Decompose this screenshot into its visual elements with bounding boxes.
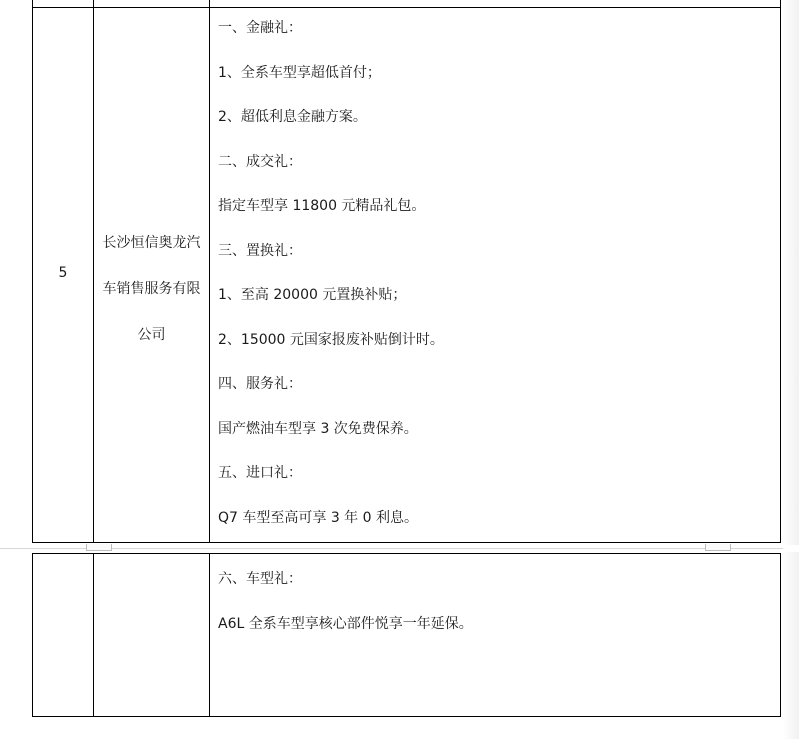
promo-line: A6L 全系车型享核心部件悦享一年延保。 xyxy=(218,616,473,632)
page-edge xyxy=(783,0,799,739)
promo-line: 指定车型享 11800 元精品礼包。 xyxy=(218,198,426,214)
promo-heading: 三、置换礼： xyxy=(218,242,302,259)
promotion-table-part2 xyxy=(32,553,781,717)
column-resize-handle[interactable] xyxy=(705,544,731,551)
promo-line: 2、超低利息金融方案。 xyxy=(218,109,367,125)
page-break-line xyxy=(0,548,783,549)
promo-line: 国产燃油车型享 3 次免费保养。 xyxy=(218,420,418,437)
promo-heading: 二、成交礼： xyxy=(218,153,302,170)
row-number-cell: 5 xyxy=(58,265,68,281)
column-divider-2 xyxy=(209,554,210,716)
dealer-name-line: 车销售服务有限 xyxy=(102,281,201,297)
promo-heading: 一、金融礼： xyxy=(218,20,302,36)
promotion-content-cell xyxy=(218,18,770,552)
promo-heading: 五、进口礼： xyxy=(218,465,302,481)
promo-heading: 六、车型礼： xyxy=(218,571,302,587)
column-divider-1 xyxy=(93,554,94,716)
dealer-name-line: 公司 xyxy=(137,327,166,343)
promo-line: Q7 车型至高可享 3 年 0 利息。 xyxy=(218,509,418,526)
dealer-name-cell xyxy=(94,220,209,358)
promotion-content-cell xyxy=(218,569,770,659)
promo-line: 1、至高 20000 元置换补贴； xyxy=(218,287,407,303)
promo-heading: 四、服务礼： xyxy=(218,376,302,392)
promotion-table-part1 xyxy=(32,0,781,543)
column-divider-2 xyxy=(209,0,210,542)
promo-line: 1、全系车型享超低首付； xyxy=(218,64,381,81)
column-resize-handle[interactable] xyxy=(86,544,112,551)
dealer-name-line: 长沙恒信奥龙汽 xyxy=(102,235,201,251)
promo-line: 2、15000 元国家报废补贴倒计时。 xyxy=(218,331,444,348)
table-header-border xyxy=(33,7,780,8)
